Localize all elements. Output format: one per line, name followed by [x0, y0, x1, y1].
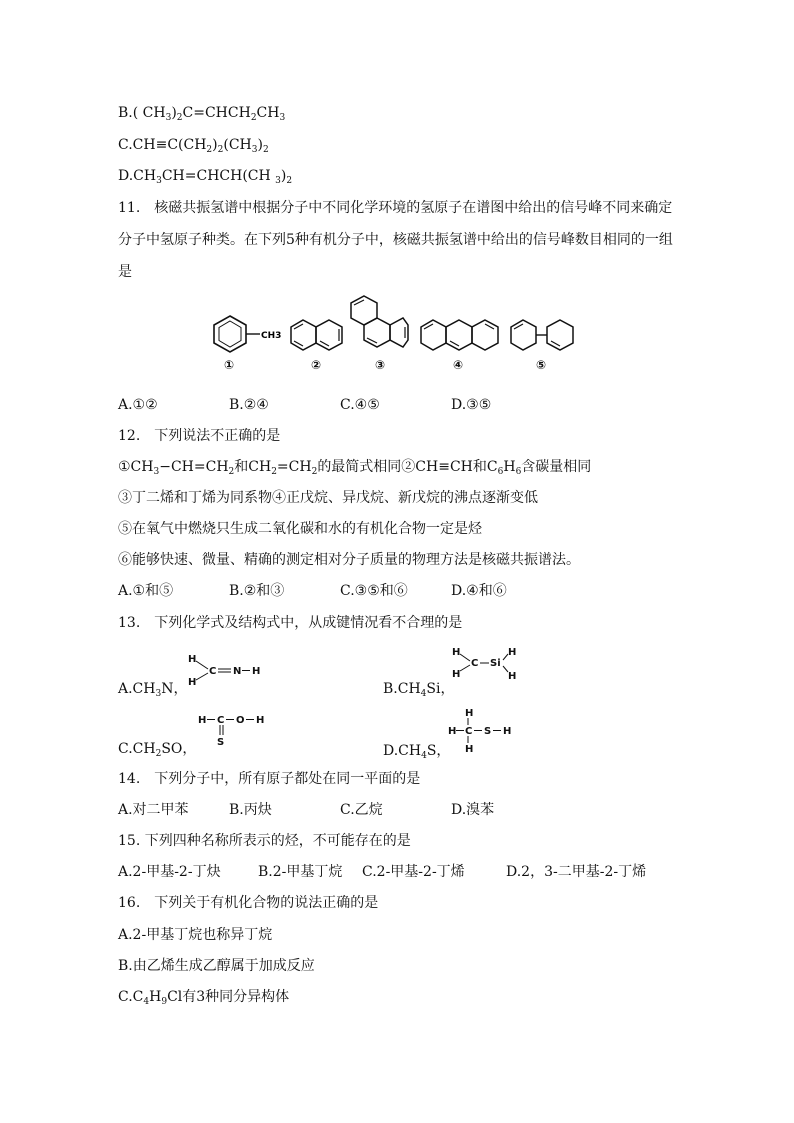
q12-option-b[interactable]: B.②和③: [229, 583, 285, 599]
naphthalene-structure: [290, 318, 344, 356]
q12-options: [118, 582, 507, 600]
question-14-title: 14. 下列分子中，所有原子都处在同一平面的是: [118, 771, 421, 787]
q16-option-b[interactable]: B.由乙烯生成乙醇属于加成反应: [118, 958, 315, 974]
svg-text:H: H: [465, 708, 474, 719]
question-12-title: 12. 下列说法不正确的是: [118, 428, 281, 444]
phenanthrene-structure: [350, 294, 410, 352]
option-b-prev: B.( $CH_3)_2C=CHCH_2CH_3$: [118, 105, 286, 123]
q14-option-b[interactable]: B.丙炔: [229, 802, 272, 818]
svg-text:H: H: [452, 669, 461, 680]
q13-structure-a: [186, 652, 266, 692]
q13-structure-d: [446, 706, 518, 758]
biphenyl-structure: [510, 318, 576, 356]
question-13-title: 13. 下列化学式及结构式中，从成键情况看不合理的是: [118, 615, 463, 631]
q12-statement-4: ⑥能够快速、微量、精确的测定相对分子质量的物理方法是核磁共振谱法。: [118, 552, 580, 568]
svg-text:H: H: [448, 726, 457, 737]
q13-option-a[interactable]: $A.CH_3N$，: [118, 681, 188, 699]
svg-text:Si: Si: [490, 658, 501, 669]
svg-text:C: C: [471, 658, 479, 669]
toluene-structure: [210, 314, 282, 358]
q12-statement-3: ⑤在氧气中燃烧只生成二氧化碳和水的有机化合物一定是烃: [118, 521, 482, 537]
q12-statement-1: $①CH_3-CH=CH_2$和$CH_2=CH_2$的最简式相同②CH≡CH和$C_6H_6$含碳量相同: [118, 459, 592, 477]
svg-text:H: H: [508, 647, 517, 658]
svg-text:H: H: [503, 726, 512, 737]
q15-option-a[interactable]: A.2-甲基-2-丁炔: [118, 864, 221, 880]
q12-option-c[interactable]: C.③⑤和⑥: [340, 583, 408, 599]
svg-text:H: H: [452, 647, 461, 658]
q11-option-a[interactable]: A.①②: [118, 397, 158, 413]
q11-option-c[interactable]: C.④⑤: [340, 397, 380, 413]
q12-option-d[interactable]: D.④和⑥: [451, 583, 507, 599]
option-c-prev: $C.CH\equiv C(CH_2)_2(CH_3)_2$: [118, 137, 269, 155]
svg-text:N: N: [233, 666, 242, 677]
q15-option-c[interactable]: C.2-甲基-2-丁烯: [362, 864, 465, 880]
option-d-prev: $D.CH_3CH=CHCH(CH$ $_3)_2$: [118, 168, 293, 186]
label-1: ①: [224, 358, 235, 372]
svg-text:H: H: [508, 671, 517, 682]
q11-option-b[interactable]: B.②④: [229, 397, 269, 413]
q14-option-d[interactable]: D.溴苯: [451, 802, 495, 818]
question-11-text: 11. 核磁共振氢谱中根据分子中不同化学环境的氢原子在谱图中给出的信号峰不同来确定分子中氢原子种类。在下列5种有机分子中，核磁共振氢谱中给出的信号峰数目相同的一组是: [118, 200, 673, 280]
svg-text:O: O: [236, 715, 245, 726]
svg-text:S: S: [217, 737, 225, 748]
label-4: ④: [453, 358, 464, 372]
svg-text:C: C: [465, 726, 473, 737]
svg-text:C: C: [217, 715, 225, 726]
q14-options: [118, 801, 494, 819]
svg-text:H: H: [256, 715, 265, 726]
q13-structure-b: [450, 643, 522, 687]
q13-structure-c: [196, 710, 276, 752]
anthracene-structure: [420, 318, 500, 356]
svg-text:H: H: [188, 677, 197, 688]
svg-text:H: H: [465, 744, 474, 754]
svg-text:S: S: [484, 726, 492, 737]
q13-option-c[interactable]: $C.CH_2SO$，: [118, 741, 197, 759]
q13-option-d[interactable]: $D.CH_4S$，: [383, 743, 451, 761]
label-3: ③: [375, 358, 386, 372]
q13-option-b[interactable]: $B.CH_4Si$，: [383, 681, 455, 699]
label-5: ⑤: [536, 358, 547, 372]
q12-option-a[interactable]: A.①和⑤: [118, 583, 174, 599]
label-2: ②: [311, 358, 322, 372]
methyl-label: CH3: [261, 331, 282, 341]
q16-option-a[interactable]: A.2-甲基丁烷也称异丁烷: [118, 927, 273, 943]
svg-text:H: H: [188, 654, 197, 665]
svg-text:H: H: [252, 666, 261, 677]
q11-option-d[interactable]: D.③⑤: [451, 397, 492, 413]
q15-options: [118, 863, 646, 881]
question-16-title: 16. 下列关于有机化合物的说法正确的是: [118, 895, 379, 911]
q16-option-c[interactable]: $C.C_4H_9Cl$有3种同分异构体: [118, 989, 290, 1007]
q11-molecules-figure: [210, 300, 590, 380]
q15-option-d[interactable]: D.2，3-二甲基-2-丁烯: [506, 864, 647, 880]
question-15-title: 15. 下列四种名称所表示的烃，不可能存在的是: [118, 833, 411, 849]
svg-text:H: H: [198, 715, 207, 726]
q11-options: [118, 396, 491, 414]
q14-option-a[interactable]: A.对二甲苯: [118, 802, 189, 818]
svg-text:C: C: [209, 666, 217, 677]
q14-option-c[interactable]: C.乙烷: [340, 802, 383, 818]
q12-statement-2: ③丁二烯和丁烯为同系物④正戊烷、异戊烷、新戊烷的沸点逐渐变低: [118, 490, 538, 506]
q15-option-b[interactable]: B.2-甲基丁烷: [258, 864, 343, 880]
